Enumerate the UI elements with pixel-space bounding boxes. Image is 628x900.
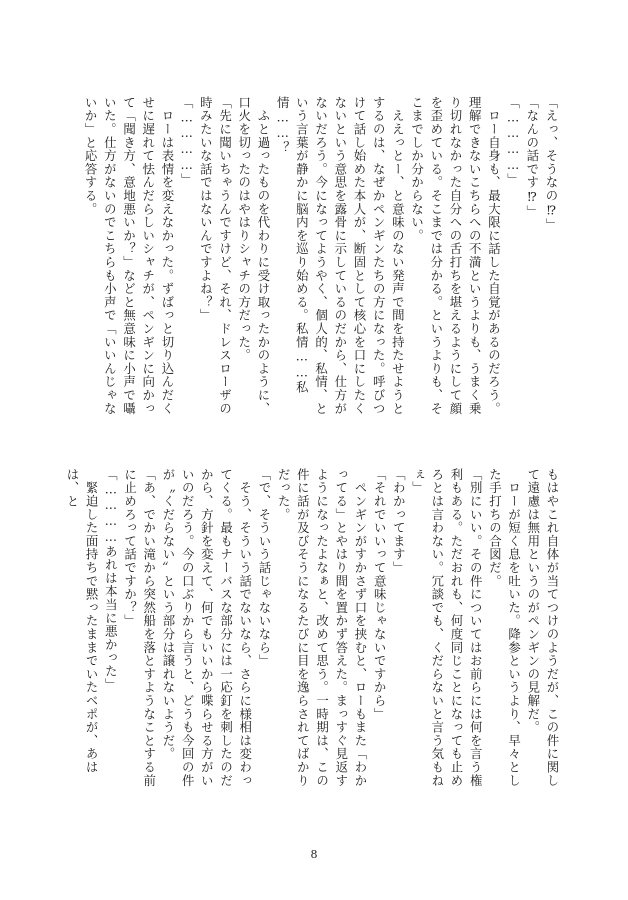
paragraph: ペンギンがすかさず口を挟むと、ローもまた「わかってる」とやはり間を置かず答えた。まっすぐ見返すようになったよなぁと、改めて思う。一時期は、この件に話が及びそうになるたびに目を逸らされてばかりだった。 xyxy=(276,468,368,788)
paragraph: 「先に聞いちゃうんですけど、それ、ドレスローザの時みたいな話ではないんですよね？」 xyxy=(198,96,233,416)
paragraph: 「わかってます」 xyxy=(391,468,407,575)
paragraph: 「別にいい。その件についてはお前らには何を言う権利もある。ただおれも、何度同じことになっても止めろとは言わない。冗談でも、くだらないと言う気もねぇ」 xyxy=(410,468,484,788)
paragraph: 「えっ、そうなの⁉」 xyxy=(544,96,559,232)
paragraph: ロー自身も、最大限に話した自覚があるのだろう。理解できないこちらへの不満というよりも、うまく乗り切れなかった自分への舌打ちを堪えるようにして顔を歪めている。そこまでは分かる。というよりも、そこまでしか分からない。 xyxy=(409,96,502,416)
paragraph: ローが短く息を吐いた。降参というより、早々とした手打ちの合図だ。 xyxy=(487,468,522,788)
paragraph: 緊迫した面持ちで黙ったままでいたベポが、あはは、と xyxy=(64,468,100,774)
text-block-top xyxy=(82,96,561,426)
paragraph: 「…………あれは本当に悪かった」 xyxy=(103,468,119,692)
text-block-bottom xyxy=(64,468,562,798)
paragraph: 「…………」 xyxy=(179,96,195,187)
paragraph: 「あ、でかい滝から突然船を落とすようなことする前に止めろって話ですか？」 xyxy=(122,468,157,788)
paragraph: 「なんの話です⁉」 xyxy=(524,96,540,219)
paragraph: そう、そういう話でないなら、さらに様相は変わってくる。最もナーバスな部分には一応釘を刺したのだから、方針を変えて、何でもいいから喋らせる方がいいのだろう。今の口ぶりから言うと、どうも今回の件が〝くだらない〟という部分は譲れないようだ。 xyxy=(160,468,253,788)
paragraph: ええっとー、と意味のない発声で間を持たせようとするのは、なぜかペンギンたちの方になった。呼びつけて話し始めた本人が、断固として核心を口にしたくないという意思を露骨に示しているのだから、仕方がないだろう。今になってようやく、個人的、私情、という言葉が静かに脳内を巡り始める。私情……私情……？ xyxy=(275,96,406,416)
paragraph: 「で、そういう話じゃないなら」 xyxy=(256,468,272,668)
paragraph: ふと過ったものを代わりに受け取ったかのように、口火を切ったのはやはりシャチの方だった。 xyxy=(236,96,271,416)
page-number: 8 xyxy=(310,848,318,861)
paragraph: もはやこれ自体が当てつけのようだが、この件に関して遠慮は無用というのがペンギンの見解だ。 xyxy=(525,468,560,788)
paragraph: 「それでいいって意味じゃないですから」 xyxy=(372,468,388,721)
paragraph: 「…………」 xyxy=(505,96,521,187)
paragraph: ローは表情を変えなかった。ずばっと切り込んだくせに遅れて怯んだらしいシャチが、ペンギンに向かって「聞き方、意地悪いか？」などと無意味に小声で囁いた。仕方がないのでこちらも小声で「いいんじゃないか」と応答する。 xyxy=(83,96,175,416)
